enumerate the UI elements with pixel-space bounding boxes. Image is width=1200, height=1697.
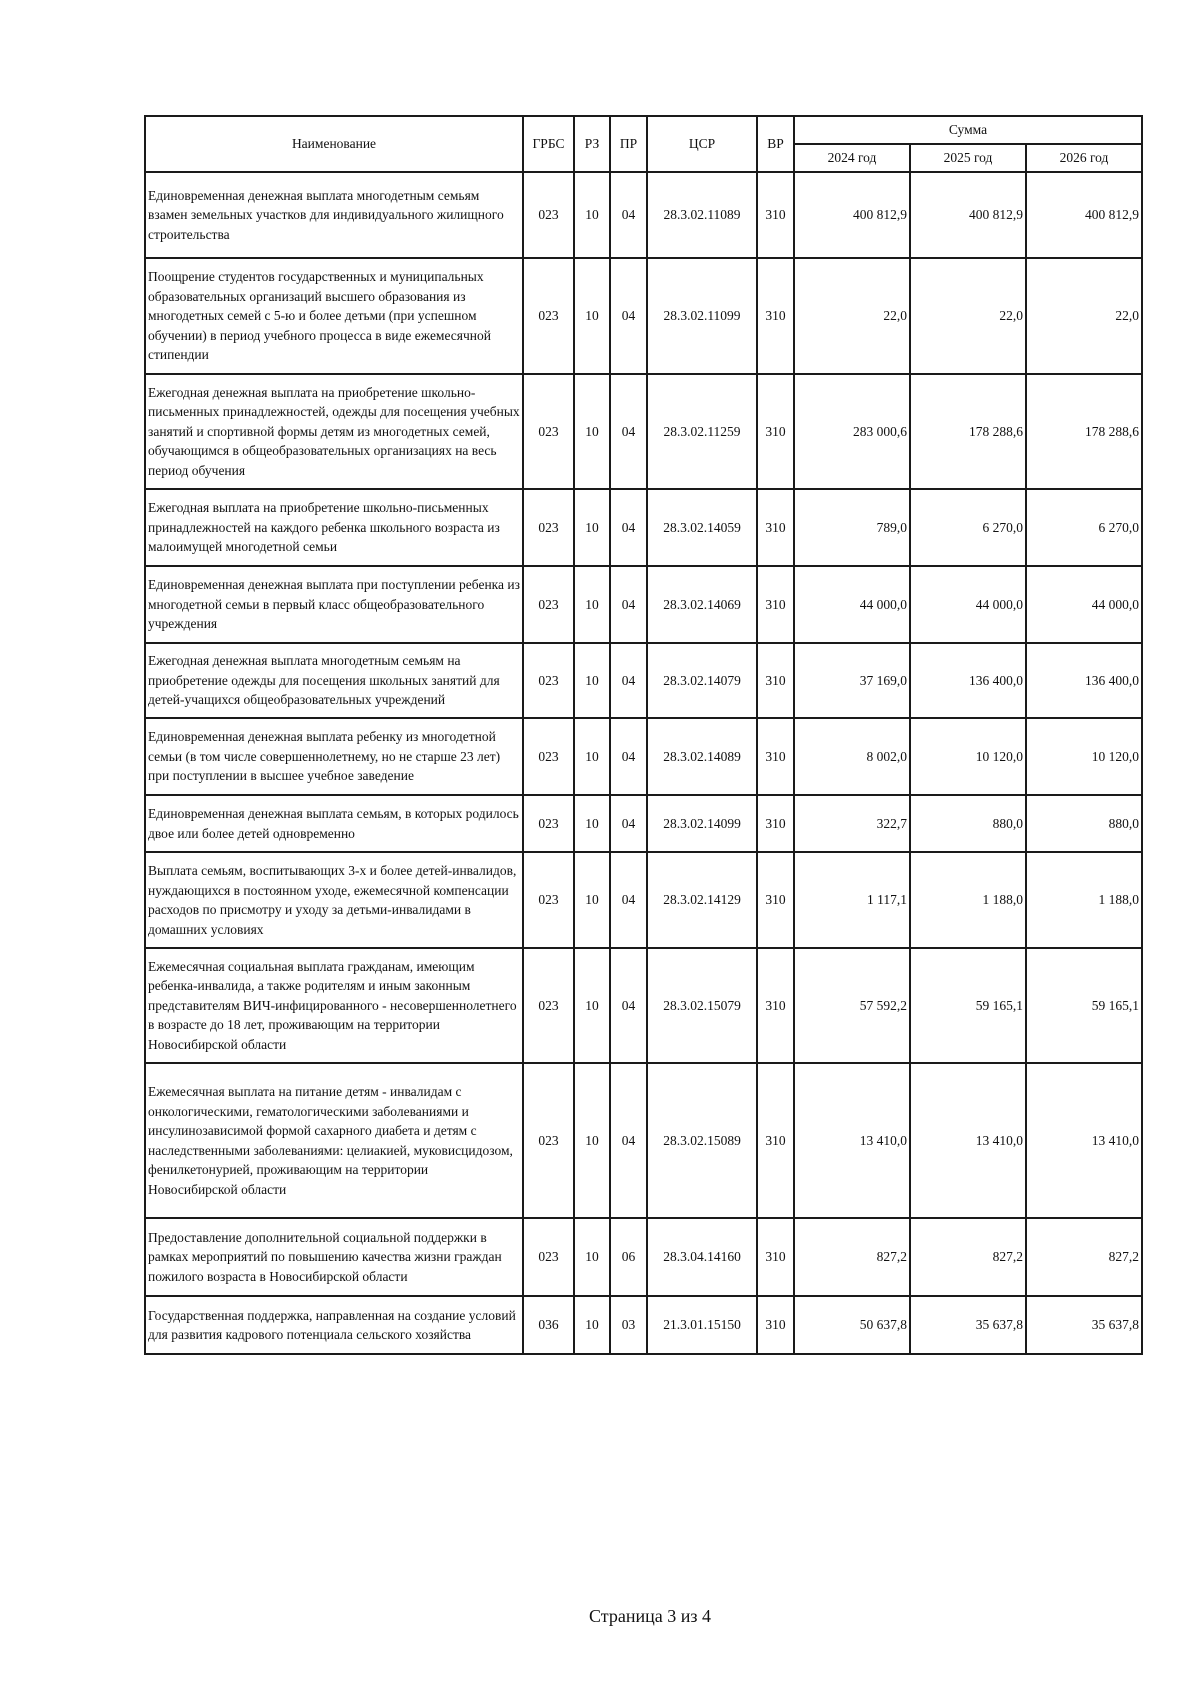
cell-grbs: 023 [523, 489, 574, 566]
cell-sum-2024: 400 812,9 [794, 172, 910, 258]
cell-name: Ежегодная выплата на приобретение школьно-письменных принадлежностей на каждого ребенка школьного возраста из малоимущей многодетной семьи [145, 489, 523, 566]
cell-rz: 10 [574, 718, 610, 795]
cell-sum-2024: 37 169,0 [794, 643, 910, 718]
cell-sum-2025: 400 812,9 [910, 172, 1026, 258]
header-year-2025: 2025 год [910, 144, 1026, 172]
cell-pr: 06 [610, 1218, 647, 1296]
cell-csr: 28.3.02.14099 [647, 795, 757, 852]
header-vr: ВР [757, 116, 794, 172]
cell-sum-2026: 6 270,0 [1026, 489, 1142, 566]
cell-vr: 310 [757, 489, 794, 566]
cell-name: Ежегодная денежная выплата на приобретение школьно-письменных принадлежностей, одежды для посещения учебных занятий и спортивной формы детям из многодетных семей, обучающимся в общеобразовательных организациях на весь период обучения [145, 374, 523, 489]
cell-grbs: 023 [523, 1063, 574, 1218]
cell-pr: 04 [610, 718, 647, 795]
cell-pr: 04 [610, 258, 647, 374]
cell-rz: 10 [574, 374, 610, 489]
cell-pr: 04 [610, 566, 647, 643]
cell-sum-2026: 10 120,0 [1026, 718, 1142, 795]
cell-name: Единовременная денежная выплата при поступлении ребенка из многодетной семьи в первый класс общеобразовательного учреждения [145, 566, 523, 643]
cell-sum-2026: 35 637,8 [1026, 1296, 1142, 1354]
cell-sum-2025: 44 000,0 [910, 566, 1026, 643]
cell-grbs: 023 [523, 258, 574, 374]
cell-rz: 10 [574, 1218, 610, 1296]
table-row [145, 643, 1142, 718]
cell-sum-2024: 44 000,0 [794, 566, 910, 643]
page-number: Страница 3 из 4 [589, 1606, 711, 1626]
table-row [145, 795, 1142, 852]
table-row [145, 566, 1142, 643]
cell-grbs: 023 [523, 172, 574, 258]
header-pr: ПР [610, 116, 647, 172]
cell-vr: 310 [757, 172, 794, 258]
cell-pr: 04 [610, 1063, 647, 1218]
table-row [145, 1218, 1142, 1296]
cell-rz: 10 [574, 643, 610, 718]
cell-csr: 28.3.02.14069 [647, 566, 757, 643]
cell-vr: 310 [757, 1218, 794, 1296]
cell-rz: 10 [574, 489, 610, 566]
cell-sum-2025: 22,0 [910, 258, 1026, 374]
cell-vr: 310 [757, 1296, 794, 1354]
cell-grbs: 023 [523, 374, 574, 489]
cell-grbs: 023 [523, 795, 574, 852]
cell-sum-2025: 136 400,0 [910, 643, 1026, 718]
cell-sum-2024: 8 002,0 [794, 718, 910, 795]
cell-sum-2026: 178 288,6 [1026, 374, 1142, 489]
cell-sum-2025: 880,0 [910, 795, 1026, 852]
cell-rz: 10 [574, 1063, 610, 1218]
cell-sum-2024: 789,0 [794, 489, 910, 566]
header-year-2026: 2026 год [1026, 144, 1142, 172]
cell-rz: 10 [574, 948, 610, 1063]
cell-sum-2026: 13 410,0 [1026, 1063, 1142, 1218]
cell-csr: 28.3.04.14160 [647, 1218, 757, 1296]
cell-sum-2026: 400 812,9 [1026, 172, 1142, 258]
cell-sum-2026: 59 165,1 [1026, 948, 1142, 1063]
cell-grbs: 023 [523, 948, 574, 1063]
cell-grbs: 023 [523, 1218, 574, 1296]
table-body [145, 172, 1142, 1354]
cell-sum-2024: 13 410,0 [794, 1063, 910, 1218]
header-year-2024: 2024 год [794, 144, 910, 172]
cell-pr: 04 [610, 795, 647, 852]
cell-pr: 04 [610, 643, 647, 718]
cell-name: Единовременная денежная выплата семьям, в которых родилось двое или более детей одновременно [145, 795, 523, 852]
cell-sum-2026: 22,0 [1026, 258, 1142, 374]
cell-sum-2025: 827,2 [910, 1218, 1026, 1296]
cell-csr: 28.3.02.14129 [647, 852, 757, 948]
header-csr: ЦСР [647, 116, 757, 172]
cell-pr: 04 [610, 852, 647, 948]
table-row [145, 852, 1142, 948]
cell-csr: 28.3.02.11259 [647, 374, 757, 489]
cell-vr: 310 [757, 948, 794, 1063]
cell-sum-2024: 827,2 [794, 1218, 910, 1296]
header-sum: Сумма [794, 116, 1142, 144]
cell-sum-2025: 178 288,6 [910, 374, 1026, 489]
cell-grbs: 036 [523, 1296, 574, 1354]
cell-csr: 28.3.02.15079 [647, 948, 757, 1063]
cell-name: Государственная поддержка, направленная на создание условий для развития кадрового потенциала сельского хозяйства [145, 1296, 523, 1354]
table-row [145, 489, 1142, 566]
cell-grbs: 023 [523, 852, 574, 948]
cell-pr: 04 [610, 172, 647, 258]
cell-vr: 310 [757, 1063, 794, 1218]
cell-csr: 21.3.01.15150 [647, 1296, 757, 1354]
cell-sum-2024: 22,0 [794, 258, 910, 374]
cell-name: Ежегодная денежная выплата многодетным семьям на приобретение одежды для посещения школьных занятий для детей-учащихся общеобразовательных учреждений [145, 643, 523, 718]
cell-sum-2024: 57 592,2 [794, 948, 910, 1063]
cell-name: Ежемесячная выплата на питание детям - инвалидам с онкологическими, гематологическими заболеваниями и инсулинозависимой формой сахарного диабета и детям с наследственными заболеваниями: целиакией, муковисцидозом, фенилкетонурией, проживающим на территории Новосибирской области [145, 1063, 523, 1218]
cell-vr: 310 [757, 374, 794, 489]
cell-csr: 28.3.02.11089 [647, 172, 757, 258]
table-row [145, 172, 1142, 258]
header-rz: РЗ [574, 116, 610, 172]
cell-name: Выплата семьям, воспитывающих 3-х и более детей-инвалидов, нуждающихся в постоянном уходе, ежемесячной компенсации расходов по присмотру и уходу за детьми-инвалидами в домашних условиях [145, 852, 523, 948]
cell-vr: 310 [757, 795, 794, 852]
cell-sum-2024: 1 117,1 [794, 852, 910, 948]
cell-rz: 10 [574, 172, 610, 258]
cell-sum-2025: 10 120,0 [910, 718, 1026, 795]
cell-csr: 28.3.02.15089 [647, 1063, 757, 1218]
cell-sum-2025: 13 410,0 [910, 1063, 1026, 1218]
cell-csr: 28.3.02.14089 [647, 718, 757, 795]
cell-sum-2024: 322,7 [794, 795, 910, 852]
cell-vr: 310 [757, 258, 794, 374]
cell-rz: 10 [574, 258, 610, 374]
table-row [145, 948, 1142, 1063]
cell-rz: 10 [574, 1296, 610, 1354]
cell-sum-2025: 6 270,0 [910, 489, 1026, 566]
table-row [145, 718, 1142, 795]
cell-sum-2025: 59 165,1 [910, 948, 1026, 1063]
table-row [145, 1296, 1142, 1354]
cell-sum-2025: 35 637,8 [910, 1296, 1026, 1354]
cell-name: Единовременная денежная выплата многодетным семьям взамен земельных участков для индивидуального жилищного строительства [145, 172, 523, 258]
header-grbs: ГРБС [523, 116, 574, 172]
header-name: Наименование [145, 116, 523, 172]
cell-sum-2026: 827,2 [1026, 1218, 1142, 1296]
cell-sum-2024: 283 000,6 [794, 374, 910, 489]
cell-sum-2026: 880,0 [1026, 795, 1142, 852]
cell-pr: 03 [610, 1296, 647, 1354]
cell-grbs: 023 [523, 718, 574, 795]
cell-pr: 04 [610, 948, 647, 1063]
cell-rz: 10 [574, 795, 610, 852]
table-row [145, 258, 1142, 374]
cell-grbs: 023 [523, 566, 574, 643]
cell-name: Ежемесячная социальная выплата гражданам, имеющим ребенка-инвалида, а также родителям и иным законным представителям ВИЧ-инфицированного - несовершеннолетнего в возрасте до 18 лет, проживающим на территории Новосибирской области [145, 948, 523, 1063]
cell-vr: 310 [757, 718, 794, 795]
cell-name: Единовременная денежная выплата ребенку из многодетной семьи (в том числе совершеннолетнему, но не старше 23 лет) при поступлении в высшее учебное заведение [145, 718, 523, 795]
header-row-top [145, 116, 1142, 144]
cell-name: Поощрение студентов государственных и муниципальных образовательных организаций высшего образования из многодетных семей с 5-ю и более детьми (при успешном обучении) в период учебного процесса в виде ежемесячной стипендии [145, 258, 523, 374]
cell-csr: 28.3.02.11099 [647, 258, 757, 374]
table-row [145, 374, 1142, 489]
cell-sum-2026: 1 188,0 [1026, 852, 1142, 948]
cell-vr: 310 [757, 566, 794, 643]
cell-rz: 10 [574, 852, 610, 948]
cell-vr: 310 [757, 852, 794, 948]
cell-grbs: 023 [523, 643, 574, 718]
cell-sum-2025: 1 188,0 [910, 852, 1026, 948]
cell-csr: 28.3.02.14059 [647, 489, 757, 566]
cell-sum-2026: 136 400,0 [1026, 643, 1142, 718]
cell-sum-2026: 44 000,0 [1026, 566, 1142, 643]
cell-csr: 28.3.02.14079 [647, 643, 757, 718]
cell-pr: 04 [610, 489, 647, 566]
budget-table [144, 115, 1143, 1355]
cell-pr: 04 [610, 374, 647, 489]
table-row [145, 1063, 1142, 1218]
cell-vr: 310 [757, 643, 794, 718]
cell-rz: 10 [574, 566, 610, 643]
cell-sum-2024: 50 637,8 [794, 1296, 910, 1354]
cell-name: Предоставление дополнительной социальной поддержки в рамках мероприятий по повышению качества жизни граждан пожилого возраста в Новосибирской области [145, 1218, 523, 1296]
